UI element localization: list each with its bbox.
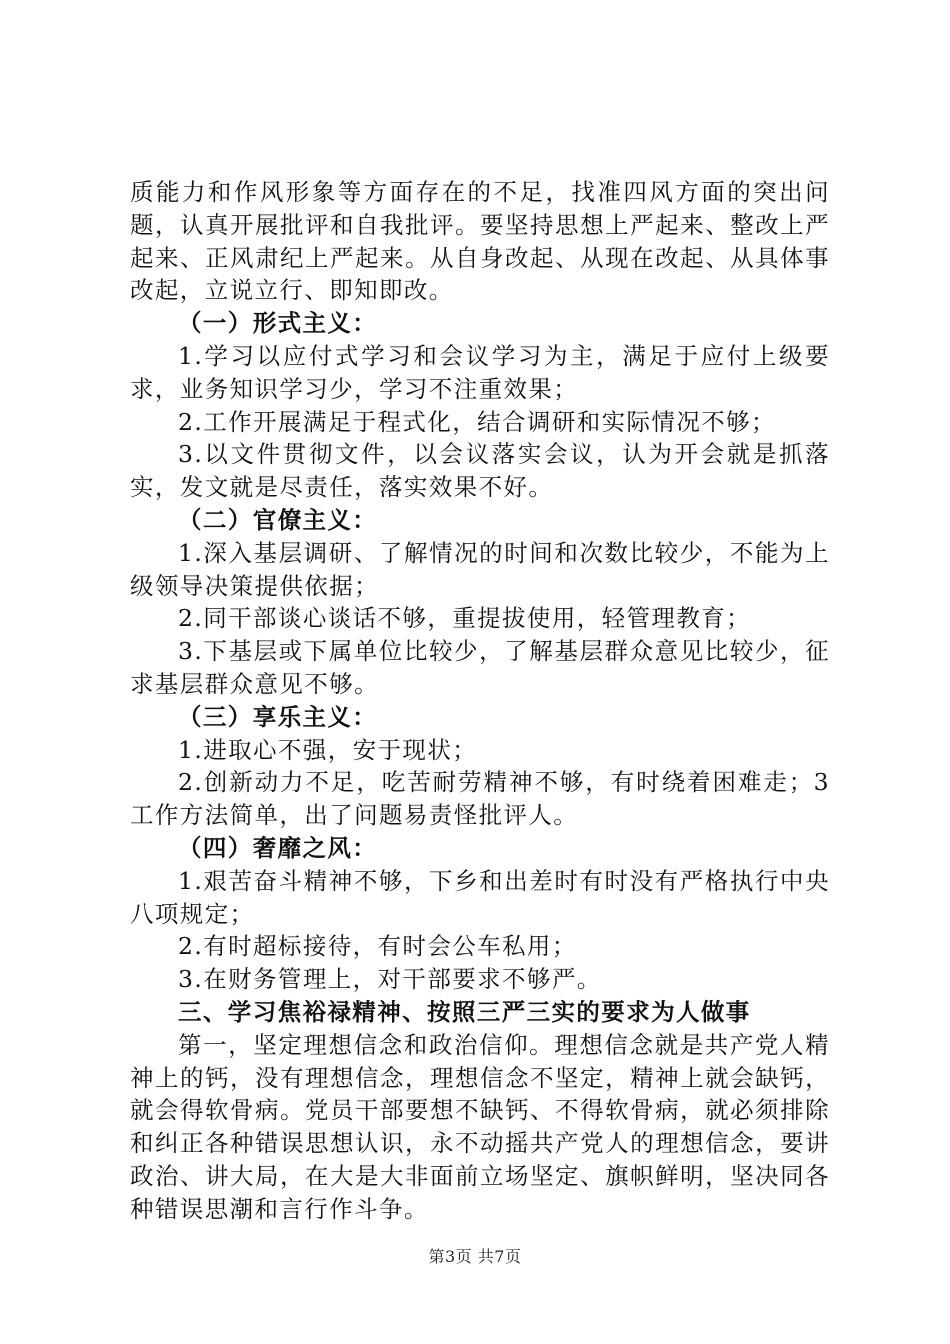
list-item: 2.同干部谈心谈话不够，重提拔使用，轻管理教育； [178,604,752,633]
list-item: 1.艰苦奋斗精神不够，下乡和出差时有时没有严格执行中央八项规定； [130,866,830,928]
document-body [130,176,830,1226]
page-footer: 第3页 共7页 [428,1247,522,1266]
list-item: 3.以文件贯彻文件，以会议落实会议，认为开会就是抓落实，发文就是尽责任，落实效果不好。 [130,440,830,502]
list-item: 1.学习以应付式学习和会议学习为主，满足于应付上级要求，业务知识学习少，学习不注重效果； [130,341,830,403]
heading-hedonism: （三）享乐主义： [178,702,378,731]
heading-extravagance: （四）奢靡之风： [178,833,378,862]
list-item: 3.下基层或下属单位比较少，了解基层群众意见比较少，征求基层群众意见不够。 [130,637,830,698]
list-item: 2.有时超标接待，有时会公车私用； [178,932,577,961]
list-item: 3.在财务管理上，对干部要求不够严。 [178,965,602,994]
heading-formalism: （一）形式主义： [178,309,378,338]
paragraph-first: 第一，坚定理想信念和政治信仰。理想信念就是共产党人精神上的钙，没有理想信念，理想信念不坚定，精神上就会缺钙，就会得软骨病。党员干部要想不缺钙、不得软骨病，就必须排除和纠正各种错误思想认识，永不动摇共产党人的理想信念，要讲政治、讲大局，在大是大非面前立场坚定、旗帜鲜明，坚决同各种错误思潮和言行作斗争。 [130,1030,830,1223]
list-item: 2.工作开展满足于程式化，结合调研和实际情况不够； [178,407,776,436]
list-item: 2.创新动力不足，吃苦耐劳精神不够，有时绕着困难走；3工作方法简单，出了问题易责怪批评人。 [130,768,830,830]
heading-bureaucracy: （二）官僚主义： [178,505,378,534]
paragraph-intro: 质能力和作风形象等方面存在的不足，找准四风方面的突出问题，认真开展批评和自我批评。要坚持思想上严起来、整改上严起来、正风肃纪上严起来。从自身改起、从现在改起、从具体事改起，立说立行、即知即改。 [130,178,830,305]
section-title: 三、学习焦裕禄精神、按照三严三实的要求为人做事 [178,997,751,1026]
list-item: 1.深入基层调研、了解情况的时间和次数比较少，不能为上级领导决策提供依据； [130,538,830,600]
list-item: 1.进取心不强，安于现状； [178,735,478,764]
